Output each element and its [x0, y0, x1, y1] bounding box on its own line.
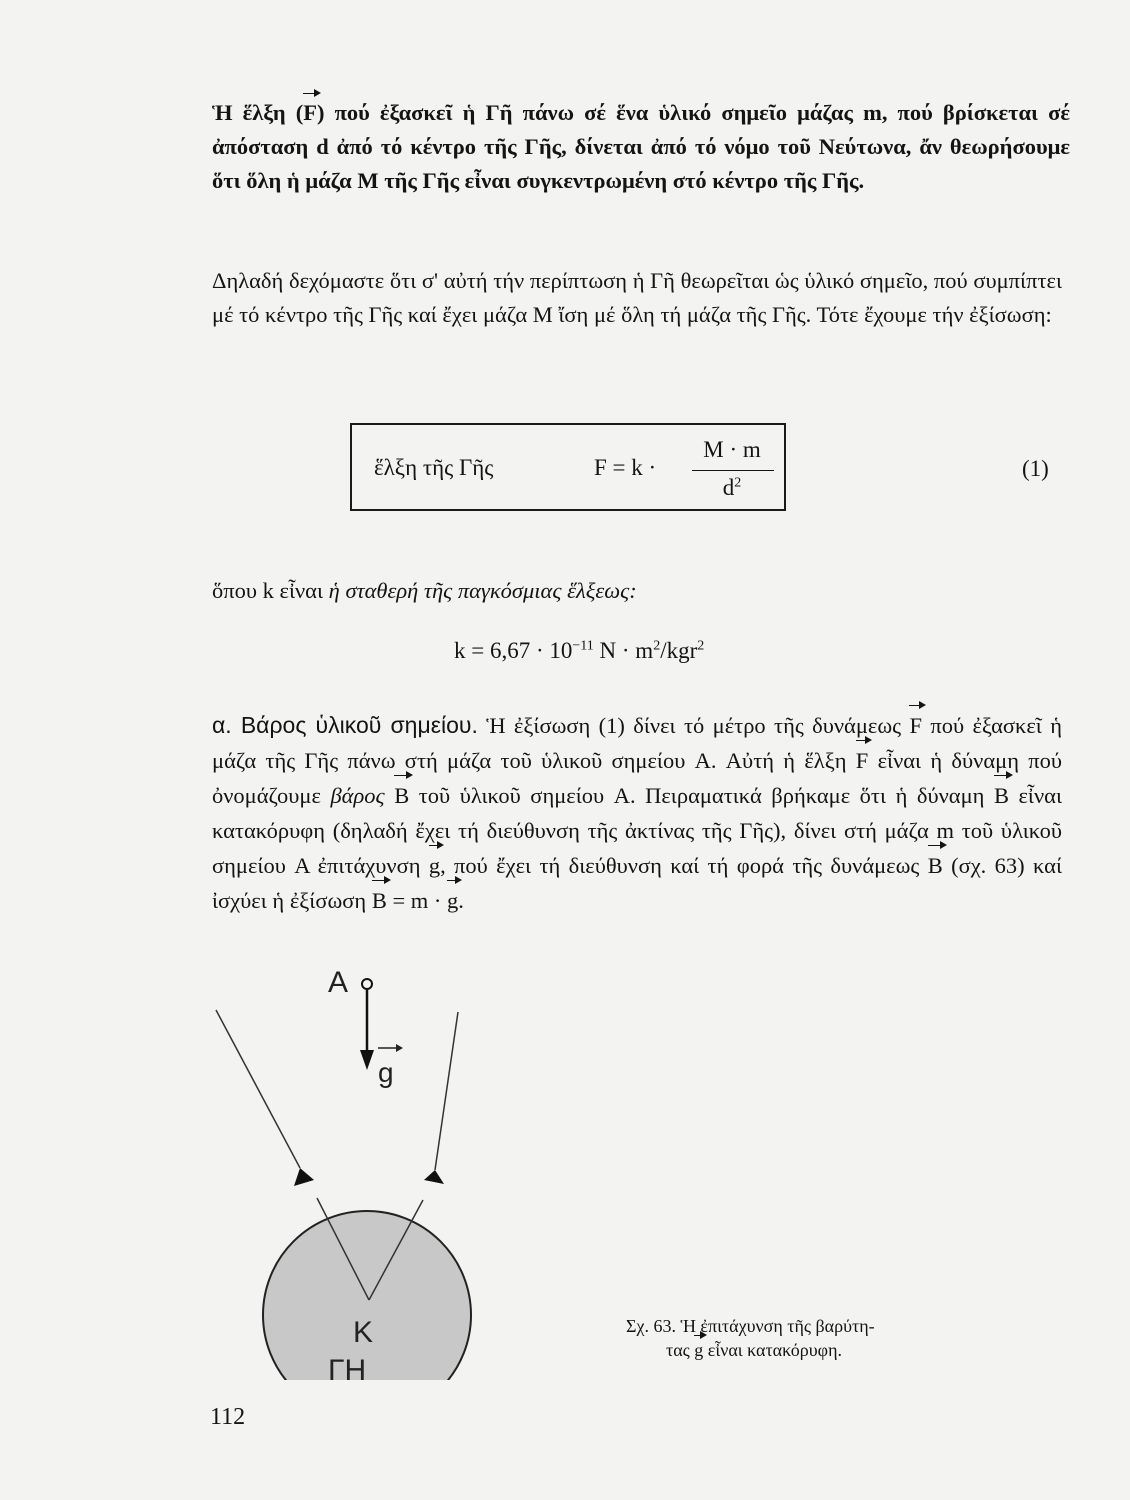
formula-denominator: $d^2$ — [722, 475, 742, 500]
gravity-arrow-head — [360, 1050, 374, 1070]
right-ray-arrowhead — [424, 1170, 444, 1184]
weight-section-paragraph: α. Βάρος ὑλικοῦ σημείου. Ἡ ἐξίσωση (1) δίνει τό μέτρο τῆς δυνάμεως F πού ἐξασκεῖ ἡ μάζα τῆς Γῆς πάνω στή μάζα τοῦ ὑλικοῦ σημείου A. Αὐτή ἡ ἕλξη F εἶναι ἡ δύναμη πού ὀνομάζουμε βάρος B τοῦ ὑλικοῦ σημείου A. Πειραματικά βρήκαμε ὅτι ἡ δύναμη B εἶναι κατακόρυφη (δηλαδή ἔχει τή διεύθυνση τῆς ἀκτίνας τῆς Γῆς), δίνει στή μάζα m τοῦ ὑλικοῦ σημείου A ἐπιτάχυνση g, πού ἔχει τή διεύθυνση καί τή φορά τῆς δυνάμεως B (σχ. 63) καί ἰσχύει ἡ ἐξίσωση B = m · g. — [212, 708, 1062, 918]
label-g: g — [378, 1057, 394, 1088]
figure-caption: Σχ. 63. Ἡ ἐπιτάχυνση τῆς βαρύτη- τας g εἶναι κατακόρυφη. — [626, 1316, 875, 1360]
point-A-marker — [362, 979, 372, 989]
left-ray — [216, 1010, 300, 1168]
formula-lhs: F = k · — [594, 455, 657, 480]
right-ray — [435, 1012, 458, 1170]
intro-paragraph: Ἡ ἕλξη (F) πού ἐξασκεῖ ἡ Γῆ πάνω σέ ἕνα ὑλικό σημεῖο μάζας m, πού βρίσκεται σέ ἀπόσταση d ἀπό τό κέντρο τῆς Γῆς, δίνεται ἀπό τό νόμο τοῦ Νεύτωνα, ἄν θεωρήσουμε ὅτι ὅλη ἡ μάζα M τῆς Γῆς εἶναι συγκεντρωμένη στό κέντρο τῆς Γῆς. — [212, 96, 1070, 198]
label-GH: ΓΗ — [328, 1354, 367, 1380]
equation-number: (1) — [1022, 456, 1049, 481]
label-A: A — [328, 966, 349, 999]
force-vector-symbol: F — [303, 96, 317, 130]
section-heading: α. Βάρος ὑλικοῦ σημείου. — [212, 712, 478, 738]
label-K: K — [353, 1316, 374, 1349]
formula-label: ἕλξη τῆς Γῆς — [374, 455, 494, 480]
earth-point-paragraph: Δηλαδή δεχόμαστε ὅτι σ' αὐτή τήν περίπτωση ἡ Γῆ θεωρεῖται ὡς ὑλικό σημεῖο, πού συμπίπτει μέ τό κέντρο τῆς Γῆς καί ἔχει μάζα M ἴση μέ ὅλη τή μάζα τῆς Γῆς. Τότε ἔχουμε τήν ἐξίσωση: — [212, 268, 1062, 327]
g-vector-tip — [396, 1044, 403, 1052]
constant-value: $k = 6,67 \cdot 10^{-11}$ $N \cdot m^2/kgr^2$ — [454, 638, 705, 663]
gravity-formula-box — [350, 423, 786, 511]
fraction-bar — [692, 470, 774, 471]
page-number: 112 — [210, 1404, 246, 1430]
left-ray-arrowhead — [294, 1168, 314, 1186]
constant-intro: ὅπου k εἶναι ἡ σταθερή τῆς παγκόσμιας ἕλξεως: — [212, 578, 637, 603]
figure-63-gravity-diagram — [200, 960, 500, 1380]
formula-numerator: M · m — [703, 437, 761, 462]
